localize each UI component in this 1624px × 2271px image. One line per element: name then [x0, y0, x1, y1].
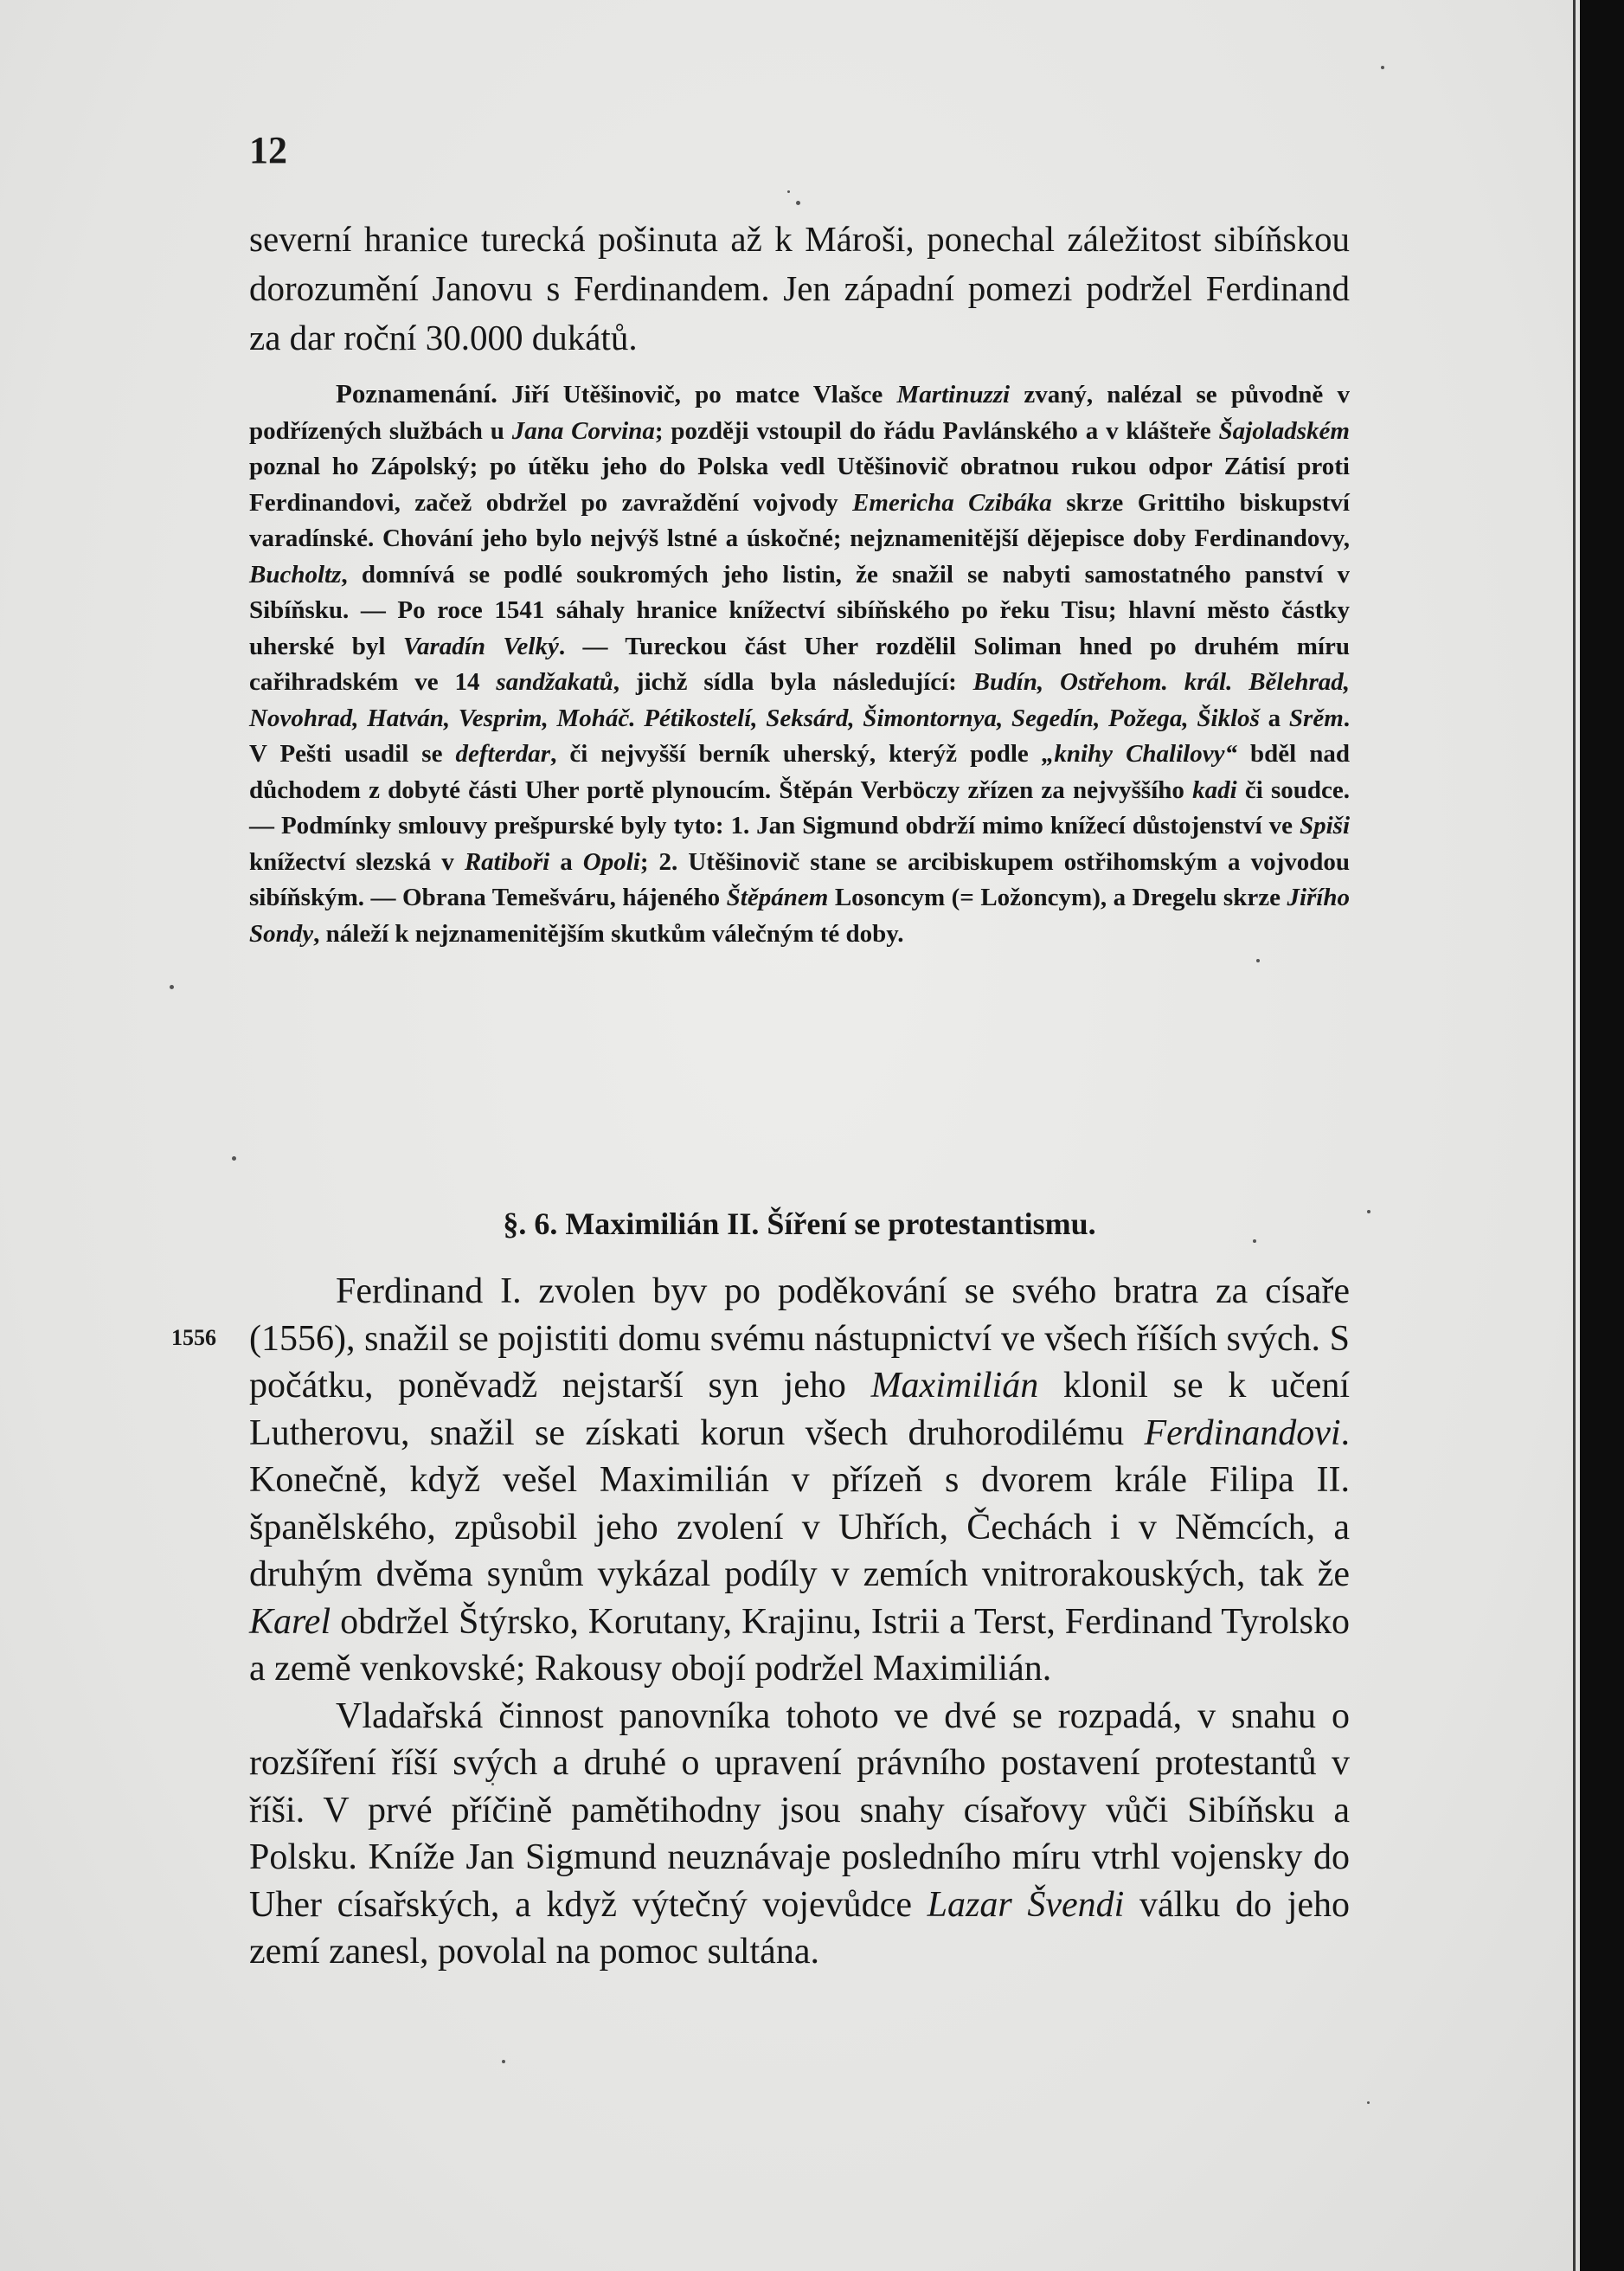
italic-run: Štěpánem: [726, 884, 829, 911]
text-run: poznal ho Zápolský; po útěku jeho do Polska vedl Utěšinovič obratnou rukou odpor Zátisí proti Ferdinandovi, začež obdržel po zavraždění vojvody: [249, 453, 1350, 517]
text-run: , jichž sídla byla následující:: [613, 668, 973, 696]
text-run: . V Pešti usadil se: [249, 704, 1350, 768]
text-run: ; později vstoupil do řádu Pavlánského a v klášteře: [654, 416, 1219, 445]
italic-run: „knihy Chalilovy“: [1041, 740, 1237, 768]
margin-year-note: 1556: [171, 1325, 216, 1350]
italic-run: Ferdinandovi: [1144, 1412, 1341, 1453]
print-speck: [787, 190, 790, 193]
italic-run: defterdar: [455, 740, 551, 768]
text-run: skrze Grittiho biskupství varadínské. Chování jeho bylo nejvýš lstné a úskočné; nejznamenitější dějepisce doby Ferdinandovy,: [249, 488, 1350, 552]
body-paragraph: [249, 1268, 1350, 1693]
italic-run: Maximilián: [870, 1366, 1039, 1406]
italic-run: Karel: [249, 1601, 331, 1642]
page-number: 12: [249, 129, 287, 171]
italic-run: Martinuzzi: [896, 381, 1011, 409]
text-run: knížectví slezská v: [249, 847, 465, 876]
text-run: zvaný, nalézal se původně v podřízených službách u: [249, 381, 1350, 445]
italic-run: Emericha Czibáka: [852, 488, 1052, 517]
italic-run: Jana Corvina: [511, 416, 655, 445]
italic-run: kadi: [1192, 775, 1237, 804]
text-run: Vladařská činnost panovníka tohoto ve dvé se rozpadá, v snahu o rozšíření říší svých a druhé o upravení právního postavení protestantů v říši. V prvé příčině pamětihodny jsou snahy císařovy vůči Sibíňsku a Polsku. Kníže Jan Sigmund neuznávaje posledního míru vtrhl vojensky do Uher císařských, a když výtečný vojevůdce: [249, 1695, 1350, 1925]
italic-run: Ratiboři: [464, 847, 550, 876]
italic-run: Opoli: [582, 847, 640, 876]
text-run: Ferdinand I. zvolen byv po poděkování se svého bratra za císaře (1556), snažil se pojistiti domu svému nástupnictví ve všech říších svých. S počátku, poněvadž nejstarší syn jeho: [249, 1271, 1350, 1406]
text-run: , náleží k nejznamenitějším skutkům válečným té doby.: [313, 919, 904, 948]
print-speck: [232, 1156, 236, 1161]
italic-run: Varadín Velký: [402, 632, 559, 660]
text-run: a: [1259, 704, 1289, 732]
opening-paragraph: severní hranice turecká pošinuta až k Mároši, ponechal záležitost sibíňskou dorozumění Janovu s Ferdinandem. Jen západní pomezi podržel Ferdinand za dar roční 30.000 dukátů.: [249, 219, 1350, 357]
note-body: [249, 381, 1350, 948]
italic-run: Lazar Švendi: [927, 1884, 1125, 1925]
print-speck: [1381, 66, 1384, 69]
italic-run: sandžakatů: [496, 668, 613, 696]
note-label: Poznamenání.: [336, 378, 497, 409]
italic-run: Jiřího Sondy: [249, 884, 1350, 948]
text-run: bděl nad důchodem z dobyté části Uher portě plynoucím. Štěpán Verböczy zřízen za nejvyššího: [249, 740, 1350, 804]
print-speck: [796, 201, 800, 205]
text-run: Jiří Utěšinovič, po matce Vlašce: [497, 381, 897, 409]
print-speck: [1256, 959, 1260, 962]
footnote-paragraph: [249, 376, 1350, 952]
text-run: . Konečně, když vešel Maximilián v přízeň s dvorem krále Filipa II. španělského, způsobil jeho zvolení v Uhřích, Čechách i v Němcích, a druhým dvěma synům vykázal podíly v zemích vnitrorakouských, tak že: [249, 1412, 1350, 1594]
print-speck: [1253, 1239, 1256, 1243]
text-run: Losoncym (= Ložoncym), a Dregelu skrze: [828, 884, 1287, 911]
print-speck: [491, 1783, 494, 1785]
print-speck: [1367, 2101, 1370, 2104]
text-run: válku do jeho zemí zanesl, povolal na pomoc sultána.: [249, 1884, 1351, 1972]
text-run: obdržel Štýrsko, Korutany, Krajinu, Istrii a Terst, Ferdinand Tyrolsko a země venkovské; Rakousy obojí podržel Maximilián.: [249, 1601, 1350, 1689]
italic-run: Srěm: [1288, 704, 1344, 732]
text-run: a: [549, 847, 583, 876]
text-run: či soudce. — Podmínky smlouvy prešpurské byly tyto: 1. Jan Sigmund obdrží mimo knížecí důstojenství ve: [249, 775, 1350, 840]
italic-run: Bucholtz: [249, 560, 342, 589]
italic-run: Budín, Ostřehom. král. Bělehrad, Novohrad, Hatván, Vesprim, Moháč. Pétikostelí, Seksárd, Šimontornya, Segedín, Požega, Šikloš: [249, 668, 1351, 732]
body-paragraph: [249, 1693, 1350, 1976]
text-run: , či nejvyšší berník uherský, kterýž podle: [550, 740, 1042, 768]
text-run: . — Tureckou část Uher rozdělil Soliman hned po druhém míru cařihradském ve 14: [249, 632, 1350, 696]
italic-run: Spiši: [1299, 812, 1350, 840]
italic-run: Šajoladském: [1218, 416, 1350, 445]
page-edge: [1573, 0, 1576, 2271]
section-body: [249, 1268, 1350, 1976]
print-speck: [1367, 1210, 1370, 1213]
print-speck: [502, 2060, 505, 2063]
text-run: klonil se k učení Lutherovu, snažil se získati korun všech druhorodilému: [249, 1366, 1350, 1453]
section-heading: §. 6. Maximilián II. Šíření se protestantismu.: [503, 1206, 1096, 1241]
text-run: ; 2. Utěšinovič stane se arcibiskupem ostřihomským a vojvodou sibíňským. — Obrana Temešváru, hájeného: [249, 847, 1350, 911]
text-run: , domnívá se podlé soukromých jeho listin, že snažil se nabyti samostatného panství v Sibíňsku. — Po roce 1541 sáhaly hranice knížectví sibíňského po řeku Tisu; hlavní město částky uherské byl: [249, 560, 1350, 660]
print-speck: [170, 985, 174, 989]
